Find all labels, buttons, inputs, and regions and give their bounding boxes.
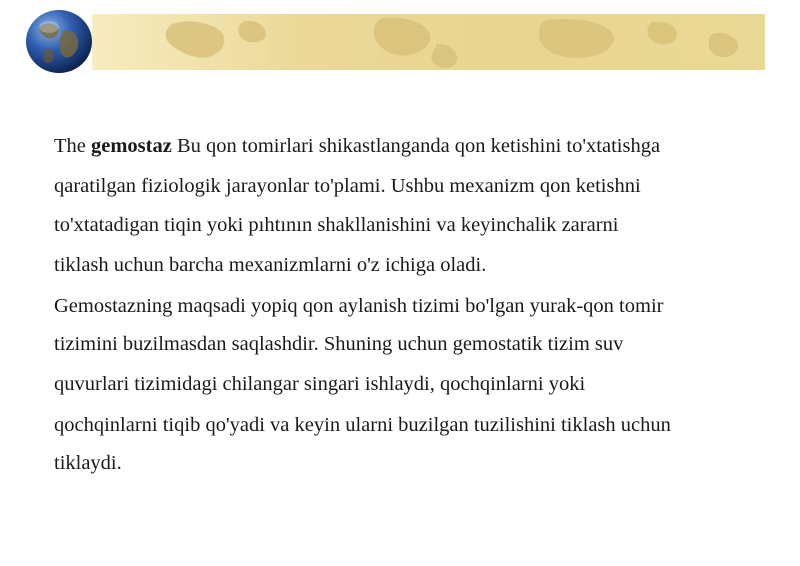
key-term: gemostaz (91, 135, 172, 157)
text-line: tiklash uchun barcha mexanizmlarni o'z ichiga oladi. (54, 253, 487, 276)
lead-rest: Bu qon tomirlari shikastlanganda qon ketishini to'xtatishga (171, 135, 661, 157)
text-line (54, 128, 744, 168)
lead-text: The (54, 135, 91, 157)
text-line: to'xtatadigan tiqin yoki pıhtının shakllanishini va keyinchalik zararni (54, 214, 619, 236)
slide-body (54, 128, 744, 485)
text-line: qaratilgan fiziologik jarayonlar to'plami. Ushbu mexanizm qon ketishni (54, 174, 641, 197)
text-line: qochqinlarni tiqib qo'yadi va keyin ularni buzilgan tuzilishini tiklash uchun (54, 414, 671, 436)
text-line: tiklaydi. (54, 452, 122, 474)
text-line: quvurlari tizimidagi chilangar singari ishlaydi, qochqinlarni yoki (54, 372, 586, 395)
text-line: Gemostazning maqsadi yopiq qon aylanish tizimi bo'lgan yurak-qon tomir (54, 295, 664, 317)
header-banner (92, 14, 765, 70)
globe-icon (25, 9, 93, 74)
text-line: tizimini buzilmasdan saqlashdir. Shuning uchun gemostatik tizim suv (54, 333, 624, 355)
world-map-decoration (92, 14, 765, 70)
